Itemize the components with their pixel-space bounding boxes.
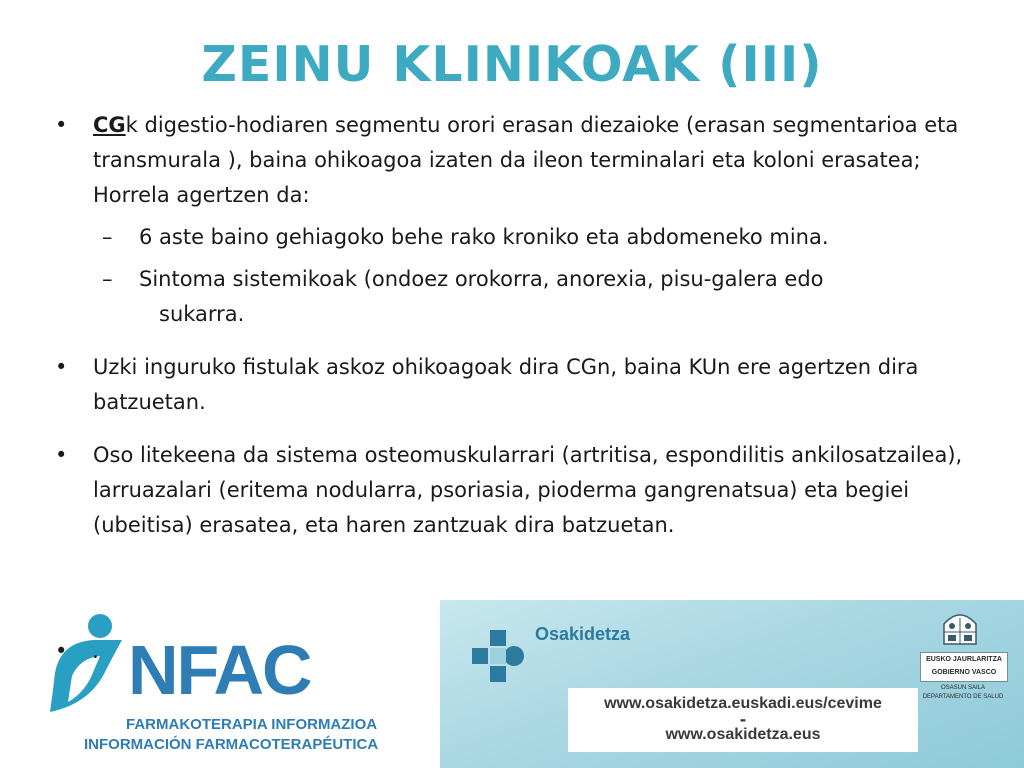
sub-bullet-continuation: sukarra.: [159, 302, 245, 326]
dept-line-es: DEPARTAMENTO DE SALUD: [922, 694, 1004, 700]
basque-government-crest-icon: [938, 610, 982, 650]
gv-line-eu: EUSKO JAURLARITZA: [926, 656, 1002, 663]
infac-wordmark: NFAC: [128, 631, 311, 709]
osakidetza-cross-icon: [470, 628, 526, 684]
sub-bullet-text: Sintoma sistemikoak (ondoez orokorra, anorexia, pisu-galera edo: [139, 267, 824, 291]
infac-tagline-es: INFORMACIÓN FARMACOTERAPÉUTICA: [84, 736, 379, 753]
gv-line-es: GOBIERNO VASCO: [931, 669, 997, 676]
bullet-item: [55, 108, 975, 213]
cevime-url-link[interactable]: www.osakidetza.euskadi.eus/cevime: [604, 695, 882, 712]
osakidetza-banner: [440, 600, 1024, 768]
bullet-text: Oso litekeena da sistema osteomuskularrari (artritisa, espondilitis ankilosatzailea), larruazalari (eritema nodularra, psoriasia, pioderma gangrenatsua) eta begiei (ubeitisa) erasatea, eta haren zantzuak dira batzuetan.: [93, 443, 963, 537]
health-department-label: [916, 684, 1010, 702]
bullet-text: Uzki inguruko fistulak askoz ohikoagoak dira CGn, baina KUn ere agertzen dira batzuetan.: [93, 355, 919, 414]
url-box: [568, 688, 918, 752]
infac-i-icon: [42, 612, 132, 722]
cg-abbreviation: CG: [93, 113, 126, 137]
slide-title: ZEINU KLINIKOAK (III): [201, 36, 823, 93]
sub-bullet-marker: –: [102, 225, 113, 249]
sub-bullet-marker: –: [102, 267, 113, 291]
bullet-marker: •: [55, 113, 68, 137]
bullet-text: .: [92, 639, 99, 663]
basque-government-label: [920, 652, 1008, 682]
bullet-item: [55, 636, 99, 666]
bullet-item: [55, 350, 975, 420]
bullet-marker: •: [55, 355, 68, 379]
bullet-marker: •: [55, 443, 68, 467]
sub-bullet-item: [55, 220, 975, 255]
sub-bullet-item: [55, 262, 975, 332]
infac-logo: [42, 612, 382, 762]
url-separator: -: [739, 710, 747, 729]
bullet-text: k digestio-hodiaren segmentu orori erasan diezaioke (erasan segmentarioa eta transmurala ), baina ohikoagoa izaten da ileon terminalari eta koloni erasatea; Horrela agertzen da:: [93, 113, 959, 207]
slide-content: [55, 108, 975, 543]
infac-tagline-eu: FARMAKOTERAPIA INFORMAZIOA: [126, 716, 378, 733]
sub-bullet-text: 6 aste baino gehiagoko behe rako kroniko eta abdomeneko mina.: [139, 225, 829, 249]
bullet-item: [55, 438, 975, 543]
osakidetza-url-link[interactable]: www.osakidetza.eus: [665, 726, 821, 743]
bullet-marker: •: [55, 639, 68, 663]
dept-line-eu: OSASUN SAILA: [940, 685, 985, 691]
osakidetza-brand: Osakidetza: [535, 624, 631, 644]
